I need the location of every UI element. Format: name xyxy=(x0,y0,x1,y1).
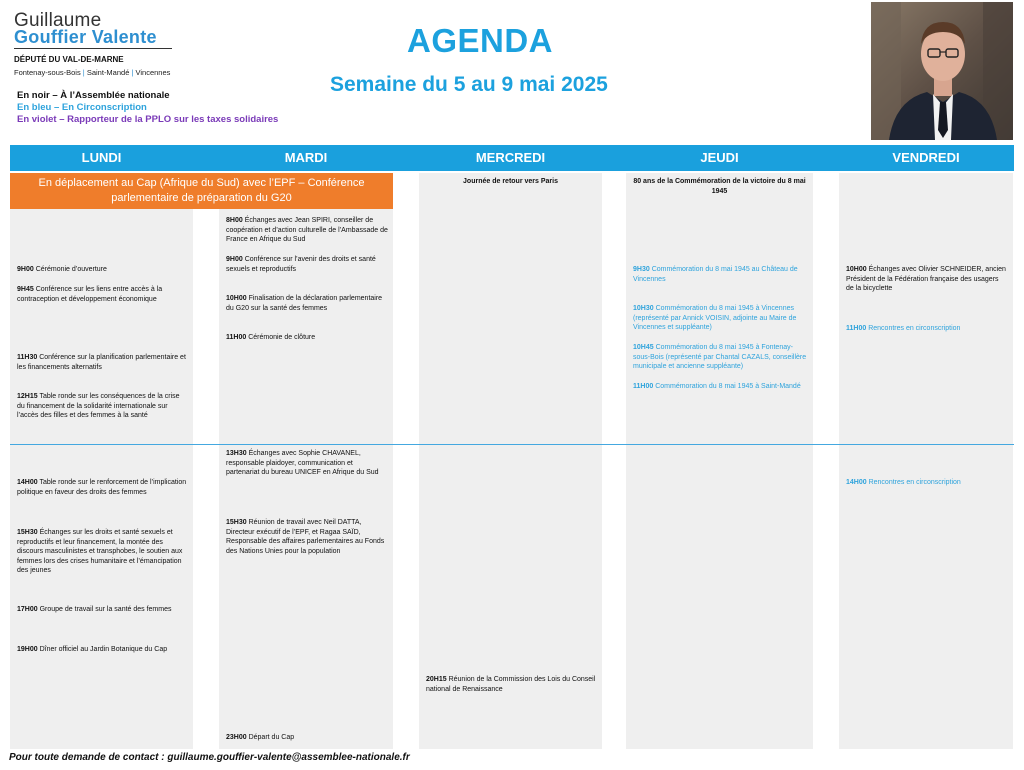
day-lundi: LUNDI xyxy=(81,150,122,165)
day-vendredi: VENDREDI xyxy=(892,150,960,165)
agenda-title: AGENDA xyxy=(407,22,554,59)
day-mardi: MARDI xyxy=(284,150,328,165)
event-item: 14H00 Table ronde sur le renforcement de l’implication politique en faveur des droits des femmes xyxy=(17,479,187,496)
day-mercredi: MERCREDI xyxy=(475,150,546,165)
event-item: 9H30 Commémoration du 8 mai 1945 au Château de Vincennes xyxy=(633,266,798,283)
town-1: Fontenay-sous-Bois xyxy=(14,68,81,77)
day-jeudi: JEUDI xyxy=(700,150,739,165)
column-vendredi xyxy=(839,173,1013,749)
event-item: 11H00 Rencontres en circonscription xyxy=(846,325,961,332)
event-item: 15H30 Échanges sur les droits et santé sexuels et reproductifs et leur financement, la montée des discours masculinistes et transphobes, le soutien aux femmes lors des crises humanitaire et l’émancipation des jeunes xyxy=(17,529,183,575)
event-item: 23H00 Départ du Cap xyxy=(226,734,295,741)
event-item: 12H15 Table ronde sur les conséquences de la crise du financement de la solidarité internationale sur l’accès des filles et des femmes à la santé xyxy=(17,393,180,420)
event-item: 11H30 Conférence sur la planification parlementaire et les financements alternatifs xyxy=(17,354,186,371)
constituency-towns: Fontenay-sous-Bois | Saint-Mandé | Vincennes xyxy=(14,68,171,77)
town-3: Vincennes xyxy=(135,68,171,77)
legend-blue: En bleu – En Circonscription xyxy=(17,102,147,113)
deputy-first-name: Guillaume xyxy=(14,10,102,31)
event-item: 9H00 Conférence sur l’avenir des droits et santé sexuels et reproductifs xyxy=(226,256,376,273)
legend-black: En noir – À l’Assemblée nationale xyxy=(17,90,170,101)
event-item: 10H00 Finalisation de la déclaration parlementaire du G20 sur la santé des femmes xyxy=(226,295,383,312)
event-item: 14H00 Rencontres en circonscription xyxy=(846,479,961,486)
event-item: 10H30 Commémoration du 8 mai 1945 à Vincennes (représenté par Annick VOISIN, adjointe au Maire de Vincennes et suppléante) xyxy=(633,305,797,332)
event-item: 11H00 Cérémonie de clôture xyxy=(226,334,316,341)
column-jeudi xyxy=(626,173,813,749)
event-item: 20H15 Réunion de la Commission des Lois du Conseil national de Renaissance xyxy=(426,676,596,693)
name-underline xyxy=(14,48,172,49)
event-item: 17H00 Groupe de travail sur la santé des femmes xyxy=(17,606,172,613)
event-item: 10H45 Commémoration du 8 mai 1945 à Fontenay-sous-Bois (représenté par Chantal CAZALS, conseillère municipale et ancienne suppléante) xyxy=(633,344,807,371)
event-item: 9H00 Cérémonie d’ouverture xyxy=(17,266,107,273)
column-mercredi xyxy=(419,173,602,749)
note-mercredi: Journée de retour vers Paris xyxy=(463,178,558,185)
midday-divider xyxy=(10,444,1014,445)
event-item: 13H30 Échanges avec Sophie CHAVANEL, responsable plaidoyer, communication et partenariat du bureau UNICEF en Afrique du Sud xyxy=(226,450,379,477)
deputy-portrait xyxy=(871,2,1013,140)
deputy-office: DÉPUTÉ DU VAL-DE-MARNE xyxy=(14,55,124,64)
event-item: 10H00 Échanges avec Olivier SCHNEIDER, ancien Président de la Fédération française des usagers de la bicyclette xyxy=(846,266,1006,293)
town-2: Saint-Mandé xyxy=(86,68,130,77)
week-title: Semaine du 5 au 9 mai 2025 xyxy=(330,73,608,96)
travel-banner-text: En déplacement au Cap (Afrique du Sud) avec l’EPF – Conférence parlementaire de préparation du G20 xyxy=(38,177,365,204)
legend-violet: En violet – Rapporteur de la PPLO sur les taxes solidaires xyxy=(17,114,279,125)
contact-footer: Pour toute demande de contact : guillaume.gouffier-valente@assemblee-nationale.fr xyxy=(9,752,410,763)
event-item: 8H00 Échanges avec Jean SPIRI, conseiller de coopération et d’action culturelle de l’Ambassade de France en Afrique du Sud xyxy=(226,217,388,244)
event-item: 15H30 Réunion de travail avec Neil DATTA, Directeur exécutif de l’EPF, et Ragaa SAÏD, Responsable des affaires parlementaires au Fonds des Nations Unies pour la population xyxy=(226,519,385,555)
travel-banner xyxy=(10,173,393,209)
event-item: 9H45 Conférence sur les liens entre accès à la contraception et développement économique xyxy=(17,286,163,303)
event-item: 11H00 Commémoration du 8 mai 1945 à Saint-Mandé xyxy=(633,383,801,390)
event-item: 19H00 Dîner officiel au Jardin Botanique du Cap xyxy=(17,646,168,653)
column-mardi xyxy=(219,209,393,749)
note-jeudi: 80 ans de la Commémoration de la victoire du 8 mai 1945 xyxy=(633,178,806,195)
deputy-last-name: Gouffier Valente xyxy=(14,27,157,47)
